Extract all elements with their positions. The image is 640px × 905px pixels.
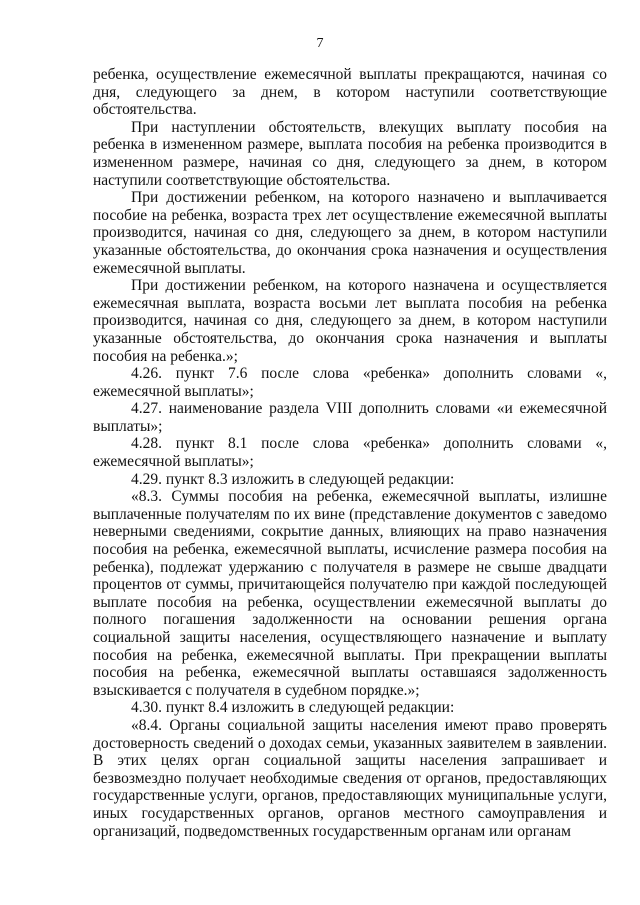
paragraph-8-3: «8.3. Суммы пособия на ребенка, ежемесячной выплаты, излишне выплаченные получателям по их вине (представление документов с заведомо неверными сведениями, сокрытие данных, влияющих на право назначения пособия на ребенка, ежемесячной выплаты, исчисление размера пособия на ребенка), подлежат удержанию с получателя в размере не свыше двадцати процентов от суммы, причитающейся получателю при каждой последующей выплате пособия на ребенка, осуществлении ежемесячной выплаты до полного погашения задолженности на основании решения органа социальной защиты населения, осуществляющего назначение и выплату пособия на ребенка, ежемесячной выплаты. При прекращении выплаты пособия на ребенка, ежемесячной выплаты оставшаяся задолженность взыскивается с получателя в судебном порядке.»;	[93, 488, 607, 699]
clause-4-28: 4.28. пункт 8.1 после слова «ребенка» дополнить словами «, ежемесячной выплаты»;	[93, 435, 607, 471]
document-body	[93, 66, 607, 840]
page-number: 7	[316, 36, 324, 51]
clause-4-26: 4.26. пункт 7.6 после слова «ребенка» дополнить словами «, ежемесячной выплаты»;	[93, 365, 607, 400]
clause-4-29: 4.29. пункт 8.3 изложить в следующей редакции:	[131, 470, 455, 488]
clause-4-30: 4.30. пункт 8.4 изложить в следующей редакции:	[131, 699, 455, 717]
paragraph-changed-amount: При наступлении обстоятельств, влекущих выплату пособия на ребенка в измененном размере, выплата пособия на ребенка производится в измененном размере, начиная со дня, следующего за днем, в котором наступили соответствующие обстоятельства.	[93, 118, 607, 189]
paragraph-continuation: ребенка, осуществление ежемесячной выплаты прекращаются, начиная со дня, следующего за днем, в котором наступили соответствующие обстоятельства.	[93, 66, 607, 119]
paragraph-8-4: «8.4. Органы социальной защиты населения имеют право проверять достоверность сведений о доходах семьи, указанных заявителем в заявлении. В этих целях орган социальной защиты населения запрашивает и безвозмездно получает необходимые сведения от органов, предоставляющих государственные услуги, органов, предоставляющих муниципальные услуги, иных государственных органов, органов местного самоуправления и организаций, подведомственных государственным органам или органам	[93, 716, 607, 840]
paragraph-age-eight: При достижении ребенком, на которого назначена и осуществляется ежемесячная выплата, возраста восьми лет выплата пособия на ребенка производится, начиная со дня, следующего за днем, в котором наступили указанные обстоятельства, до окончания срока назначения и выплаты пособия на ребенка.»;	[93, 277, 607, 365]
clause-4-27: 4.27. наименование раздела VIII дополнить словами «и ежемесячной выплаты»;	[93, 400, 607, 435]
paragraph-age-three: При достижении ребенком, на которого назначено и выплачивается пособие на ребенка, возраста трех лет осуществление ежемесячной выплаты производится, начиная со дня, следующего за днем, в котором наступили указанные обстоятельства, до окончания срока назначения и осуществления ежемесячной выплаты.	[93, 189, 607, 277]
